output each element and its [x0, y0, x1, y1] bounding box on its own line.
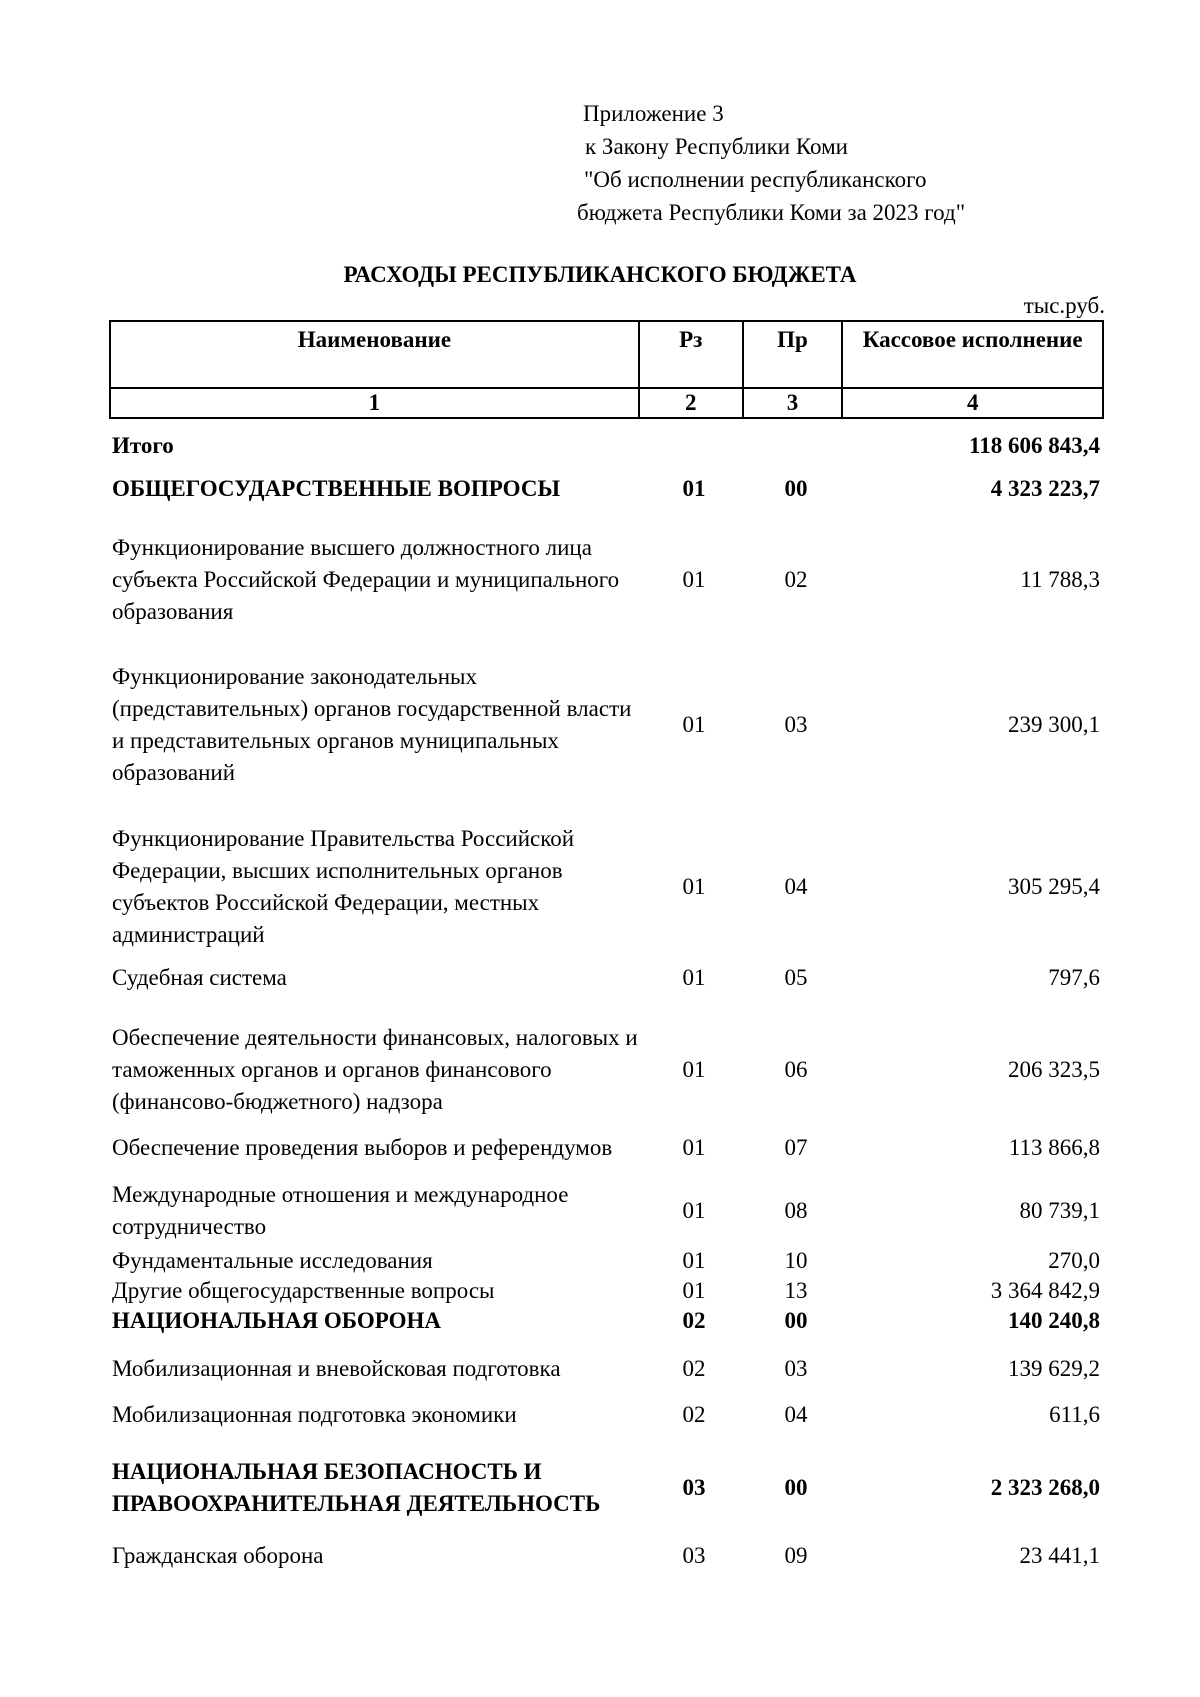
row-cell-name: Фундаментальные исследования [112, 1248, 433, 1273]
page-title: РАСХОДЫ РЕСПУБЛИКАНСКОГО БЮДЖЕТА [343, 262, 857, 287]
row-cell-rz: 01 [682, 567, 706, 592]
column-header-rz: Рз [639, 321, 743, 388]
row-cell-name: Мобилизационная и вневойсковая подготовка [112, 1356, 561, 1381]
table-row [112, 470, 1102, 508]
table-row [112, 1351, 1102, 1387]
row-cell-rz: 01 [682, 965, 706, 990]
row-cell-rz: 01 [682, 1248, 706, 1273]
row-cell-rz: 02 [682, 1308, 706, 1333]
row-cell-value: 113 866,8 [1008, 1135, 1100, 1160]
annex-line: к Закону Республики Коми [585, 134, 848, 159]
column-header-name: Наименование [110, 321, 639, 388]
row-cell-rz: 02 [682, 1356, 706, 1381]
table-row [112, 962, 1102, 994]
annex-line: "Об исполнении республиканского [584, 167, 927, 192]
table-row [112, 660, 1102, 790]
row-cell-rz: 01 [682, 1057, 706, 1082]
row-cell-value: 239 300,1 [1008, 712, 1100, 737]
row-cell-value: 305 295,4 [1008, 874, 1100, 899]
table-row [112, 822, 1102, 952]
column-number: 3 [743, 388, 843, 418]
row-cell-value: 797,6 [1048, 965, 1100, 990]
row-cell-name: ОБЩЕГОСУДАРСТВЕННЫЕ ВОПРОСЫ [112, 476, 561, 501]
row-cell-name: Мобилизационная подготовка экономики [112, 1402, 517, 1427]
column-header-value: Кассовое исполнение [842, 321, 1103, 388]
row-cell-pr: 02 [784, 567, 808, 592]
column-number: 2 [639, 388, 743, 418]
annex-line: бюджета Республики Коми за 2023 год" [577, 200, 966, 225]
row-cell-rz: 01 [682, 1198, 706, 1223]
row-cell-name: Обеспечение деятельности финансовых, налоговых и таможенных органов и органов финансового (финансово-бюджетного) надзора [112, 1025, 638, 1114]
table-row [112, 1540, 1102, 1572]
column-number: 4 [842, 388, 1103, 418]
row-cell-value: 140 240,8 [1008, 1308, 1100, 1333]
row-cell-pr: 04 [784, 1402, 808, 1427]
table-row [112, 430, 1102, 462]
table-row [112, 1245, 1102, 1277]
row-cell-rz: 02 [682, 1402, 706, 1427]
table-row [112, 1115, 1102, 1181]
row-cell-rz: 01 [682, 874, 706, 899]
row-cell-pr: 00 [784, 1475, 808, 1500]
row-cell-rz: 01 [682, 476, 706, 501]
row-cell-name: Итого [112, 433, 174, 458]
row-cell-rz: 01 [682, 712, 706, 737]
row-cell-pr: 00 [784, 476, 808, 501]
row-cell-name: Судебная система [112, 965, 287, 990]
table-header [109, 320, 1104, 419]
table-row [112, 1305, 1102, 1337]
row-cell-value: 611,6 [1049, 1402, 1100, 1427]
row-cell-pr: 13 [784, 1278, 808, 1303]
unit-label: тыс.руб. [1023, 293, 1105, 318]
row-cell-name: Обеспечение проведения выборов и референдумов [112, 1135, 613, 1160]
table-row [112, 1440, 1102, 1536]
row-cell-pr: 06 [784, 1057, 808, 1082]
row-cell-name: Гражданская оборона [112, 1543, 324, 1568]
table-row [112, 1275, 1102, 1307]
annex-line: Приложение 3 [583, 101, 724, 126]
row-cell-name: НАЦИОНАЛЬНАЯ БЕЗОПАСНОСТЬ И ПРАВООХРАНИТЕЛЬНАЯ ДЕЯТЕЛЬНОСТЬ [112, 1459, 601, 1516]
row-cell-name: Функционирование высшего должностного лица субъекта Российской Федерации и муниципального образования [112, 535, 620, 624]
row-cell-value: 23 441,1 [1019, 1543, 1100, 1568]
row-cell-rz: 01 [682, 1135, 706, 1160]
row-cell-value: 206 323,5 [1008, 1057, 1100, 1082]
row-cell-pr: 08 [784, 1198, 808, 1223]
row-cell-value: 4 323 223,7 [990, 476, 1100, 501]
annex-note [577, 97, 966, 229]
table-row [112, 1178, 1102, 1244]
row-cell-value: 118 606 843,4 [969, 433, 1100, 458]
table-row [112, 1020, 1102, 1120]
row-cell-rz: 01 [682, 1278, 706, 1303]
row-cell-pr: 00 [784, 1308, 808, 1333]
row-cell-pr: 03 [784, 1356, 808, 1381]
row-cell-value: 3 364 842,9 [990, 1278, 1100, 1303]
row-cell-value: 2 323 268,0 [990, 1475, 1100, 1500]
row-cell-pr: 04 [784, 874, 808, 899]
row-cell-value: 11 788,3 [1020, 567, 1100, 592]
row-cell-rz: 03 [682, 1475, 706, 1500]
row-cell-pr: 03 [784, 712, 808, 737]
row-cell-pr: 07 [784, 1135, 808, 1160]
row-cell-value: 139 629,2 [1008, 1356, 1100, 1381]
row-cell-pr: 05 [784, 965, 808, 990]
row-cell-name: НАЦИОНАЛЬНАЯ ОБОРОНА [112, 1308, 442, 1333]
row-cell-name: Функционирование Правительства Российской Федерации, высших исполнительных органов субъектов Российской Федерации, местных администраций [112, 826, 575, 947]
row-cell-pr: 09 [784, 1543, 808, 1568]
row-cell-value: 80 739,1 [1019, 1198, 1100, 1223]
table-row [112, 530, 1102, 630]
row-cell-name: Другие общегосударственные вопросы [112, 1278, 495, 1303]
column-header-pr: Пр [743, 321, 843, 388]
row-cell-name: Функционирование законодательных (представительных) органов государственной власти и представительных органов муниципальных образований [112, 664, 632, 785]
column-number: 1 [110, 388, 639, 418]
row-cell-name: Международные отношения и международное сотрудничество [112, 1182, 569, 1239]
row-cell-value: 270,0 [1048, 1248, 1100, 1273]
row-cell-pr: 10 [784, 1248, 808, 1273]
table-row [112, 1399, 1102, 1431]
row-cell-rz: 03 [682, 1543, 706, 1568]
